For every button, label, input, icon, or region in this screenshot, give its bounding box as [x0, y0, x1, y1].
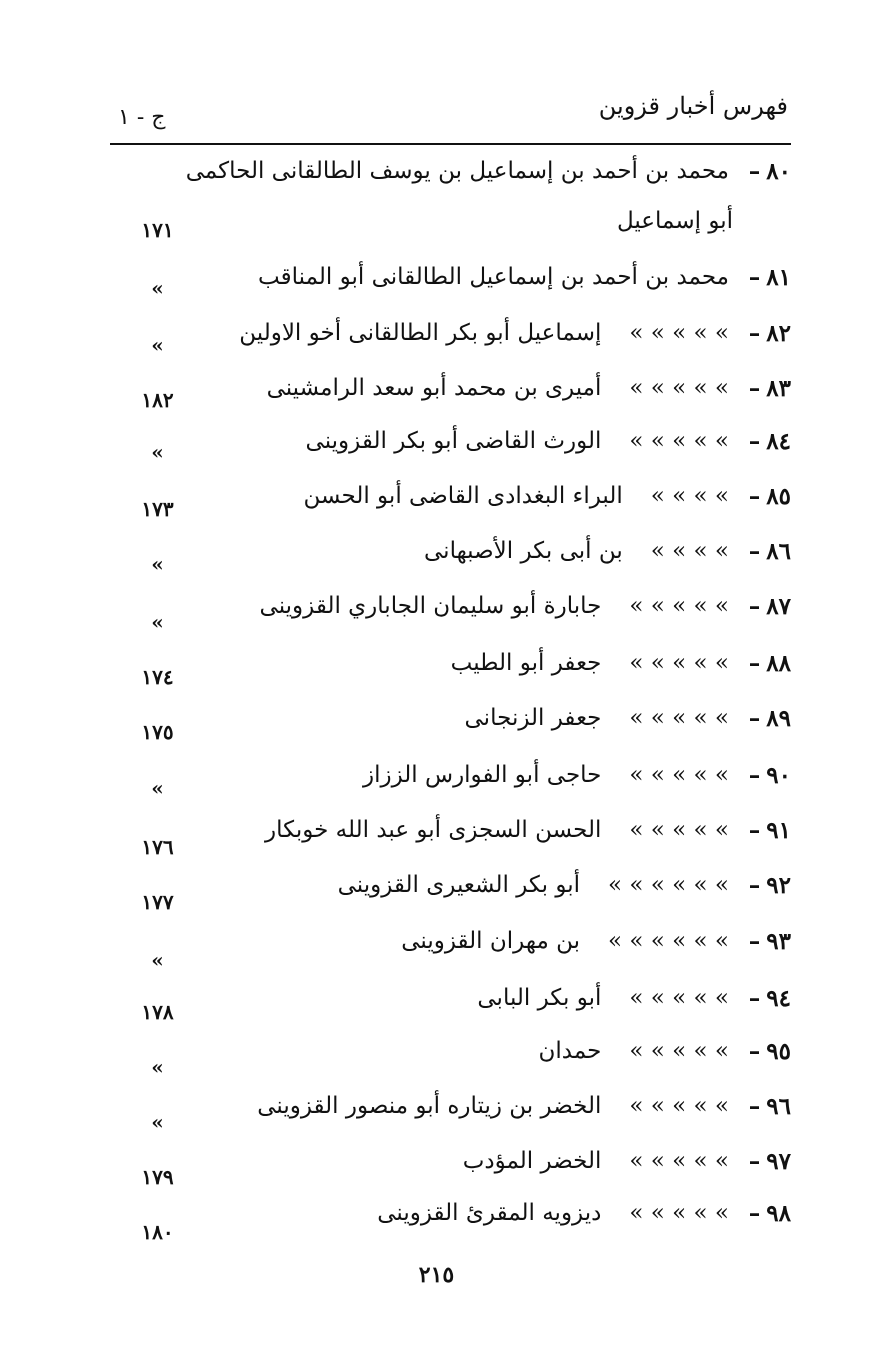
entry-name-text: حاجى أبو الفوارس الززاز [362, 762, 602, 788]
entry-number: ٩٦– [748, 1093, 791, 1120]
entry-page-reference: ١٧٦ [141, 835, 174, 859]
entry-dash: – [748, 817, 761, 844]
entry-dash: – [748, 320, 761, 347]
ditto-marks: » » » » » » [608, 872, 729, 898]
entry-number: ٩٢– [748, 872, 791, 899]
ditto-marks: » » » » » [629, 705, 729, 731]
entry-number: ٨٧– [748, 593, 791, 620]
entry-page-reference: » [151, 1110, 164, 1134]
entry-page-reference: » [151, 440, 164, 464]
entry-dash: – [748, 705, 761, 732]
entry-name-text: بن مهران القزوينى [401, 928, 580, 954]
ditto-marks: » » » » » [629, 1148, 729, 1174]
entry-number: ٩٠– [748, 762, 791, 789]
entry-dash: – [748, 375, 761, 402]
entry-name [303, 483, 729, 509]
entry-name-text: أميرى بن محمد أبو سعد الرامشينى [266, 375, 602, 401]
ditto-marks: » » » » » [629, 320, 729, 346]
entry-name [424, 538, 729, 564]
running-header-volume: ج - ١ [118, 105, 166, 130]
entry-number: ٨٥– [748, 483, 791, 510]
entry-number: ٨٢– [748, 320, 791, 347]
entry-name [265, 817, 729, 843]
entry-name [338, 872, 729, 898]
entry-page-reference: ١٧٨ [141, 1000, 174, 1024]
ditto-marks: » » » » » [629, 593, 729, 619]
entry-name [465, 705, 729, 731]
entry-name [401, 928, 729, 954]
entry-page-reference: ١٧٧ [141, 890, 174, 914]
entry-name-text: أبو بكر الشعيرى القزوينى [337, 872, 580, 898]
entry-name-text: الخضر المؤدب [462, 1148, 602, 1174]
entry-dash: – [748, 872, 761, 899]
entry-number: ٩٨– [748, 1200, 791, 1227]
entry-name-text: ديزويه المقرئ القزوينى [377, 1200, 602, 1226]
entry-name-text: جابارة أبو سليمان الجاباري القزوينى [259, 593, 602, 619]
ditto-marks: » » » » » [629, 375, 729, 401]
entry-dash: – [748, 762, 761, 789]
entry-page-reference: ١٧٩ [141, 1165, 174, 1189]
entry-number: ٨٩– [748, 705, 791, 732]
entry-name-text: جعفر الزنجانى [464, 705, 602, 731]
entry-dash: – [748, 1148, 761, 1175]
ditto-marks: » » » » [650, 483, 729, 509]
entry-number: ٨٤– [748, 428, 791, 455]
ditto-marks: » » » » » [629, 428, 729, 454]
entry-name [257, 1093, 729, 1119]
entry-name-text: حمدان [538, 1038, 602, 1064]
entry-page-reference: ١٧١ [141, 218, 174, 242]
entry-number: ٩٣– [748, 928, 791, 955]
entry-number: ٩١– [748, 817, 791, 844]
entry-name [463, 1148, 729, 1174]
entry-name-text: محمد بن أحمد بن إسماعيل بن يوسف الطالقانى الحاكمى [185, 158, 729, 184]
ditto-marks: » » » » » [629, 985, 729, 1011]
entry-dash: – [748, 1038, 761, 1065]
entry-dash: – [748, 483, 761, 510]
entry-name-text: جعفر أبو الطيب [450, 650, 602, 676]
header-rule [110, 143, 791, 145]
entry-page-reference: » [151, 1055, 164, 1079]
entry-dash: – [748, 428, 761, 455]
ditto-marks: » » » » » [629, 1093, 729, 1119]
entry-dash: – [748, 985, 761, 1012]
entry-name [186, 158, 729, 184]
entry-page-reference: » [151, 610, 164, 634]
entry-name-text: الورث القاضى أبو بكر القزوينى [305, 428, 602, 454]
entry-dash: – [748, 650, 761, 677]
entry-number: ٩٤– [748, 985, 791, 1012]
ditto-marks: » » » » » [629, 1038, 729, 1064]
entry-page-reference: » [151, 948, 164, 972]
entry-number: ٩٥– [748, 1038, 791, 1065]
entry-page-reference: » [151, 552, 164, 576]
entry-name [306, 428, 729, 454]
entry-dash: – [748, 1093, 761, 1120]
ditto-marks: » » » » » [629, 1200, 729, 1226]
entry-name-text: أبو إسماعيل [616, 208, 733, 234]
entry-name-text: الخضر بن زيتاره أبو منصور القزوينى [257, 1093, 602, 1119]
entry-number: ٨٨– [748, 650, 791, 677]
entry-page-reference: ١٨٠ [141, 1220, 174, 1244]
entry-number: ٨١– [748, 264, 791, 291]
entry-name-text: البراء البغدادى القاضى أبو الحسن [303, 483, 623, 509]
entry-name [451, 650, 729, 676]
entry-name-text: محمد بن أحمد بن إسماعيل الطالقانى أبو المناقب [258, 264, 729, 290]
entry-name-text: الحسن السجزى أبو عبد الله خوبكار [265, 817, 602, 843]
entry-name-continuation [617, 208, 733, 234]
entry-page-reference: » [151, 776, 164, 800]
page-number: ٢١٥ [418, 1262, 455, 1288]
ditto-marks: » » » » » [629, 762, 729, 788]
entry-number: ٨٦– [748, 538, 791, 565]
entry-name [539, 1038, 729, 1064]
ditto-marks: » » » » » » [608, 928, 729, 954]
entry-page-reference: ١٨٢ [141, 388, 174, 412]
entry-name [258, 264, 729, 290]
entry-dash: – [748, 158, 761, 185]
entry-page-reference: » [151, 333, 164, 357]
entry-page-reference: ١٧٥ [141, 720, 174, 744]
entry-dash: – [748, 538, 761, 565]
ditto-marks: » » » » [650, 538, 729, 564]
entry-name [239, 320, 729, 346]
entry-name [260, 593, 729, 619]
entry-name [377, 1200, 729, 1226]
ditto-marks: » » » » » [629, 650, 729, 676]
entry-dash: – [748, 1200, 761, 1227]
entry-dash: – [748, 928, 761, 955]
entry-page-reference: ١٧٣ [141, 497, 174, 521]
entry-number: ٨٣– [748, 375, 791, 402]
entry-name [267, 375, 729, 401]
entry-number: ٨٠– [748, 158, 791, 185]
entry-name-text: إسماعيل أبو بكر الطالقانى أخو الاولين [239, 320, 602, 346]
ditto-marks: » » » » » [629, 817, 729, 843]
entry-page-reference: ١٧٤ [141, 665, 174, 689]
entry-dash: – [748, 264, 761, 291]
entry-name [477, 985, 729, 1011]
entry-number: ٩٧– [748, 1148, 791, 1175]
entry-name-text: أبو بكر البابى [477, 985, 602, 1011]
entry-name-text: بن أبى بكر الأصبهانى [424, 538, 623, 564]
running-header-title: فهرس أخبار قزوين [598, 92, 788, 120]
entry-name [363, 762, 729, 788]
entry-dash: – [748, 593, 761, 620]
entry-page-reference: » [151, 276, 164, 300]
